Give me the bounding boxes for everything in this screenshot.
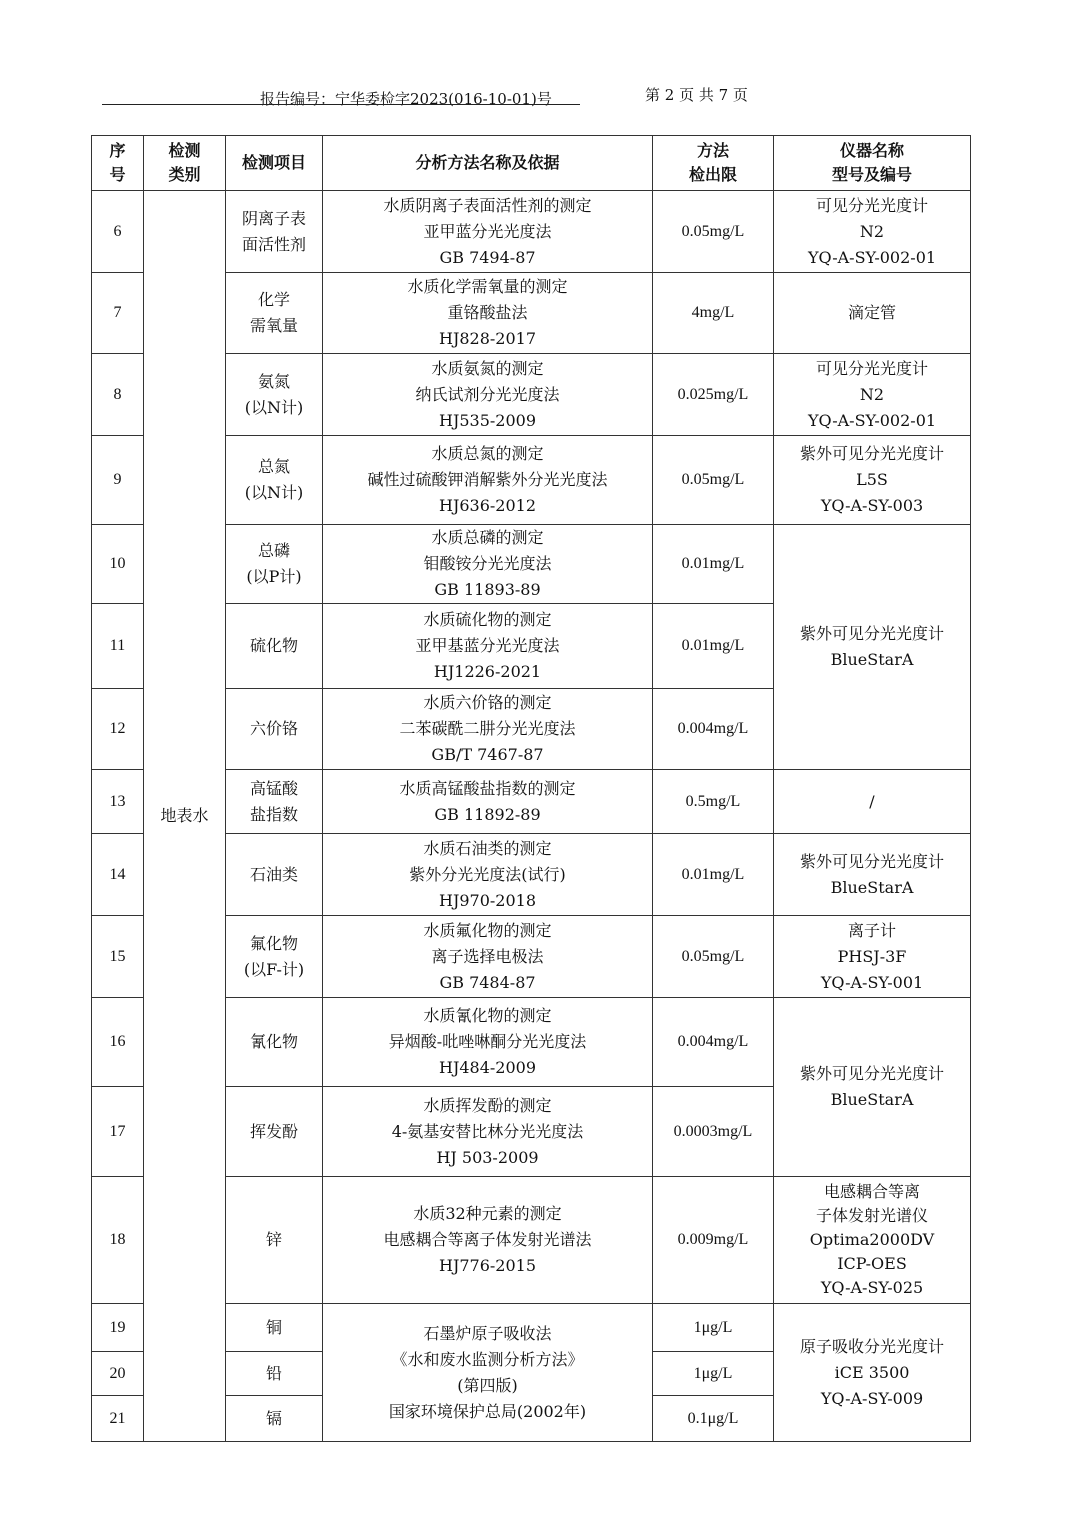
row-method: 水质氨氮的测定 纳氏试剂分光光度法 HJ535-2009 — [323, 354, 653, 436]
row-method: 水质总氮的测定 碱性过硫酸钾消解紫外分光光度法 HJ636-2012 — [323, 436, 653, 525]
row-item: 铜 — [226, 1304, 323, 1352]
group-instrument: 紫外可见分光光度计 BlueStarA — [774, 525, 971, 770]
header-rule — [102, 104, 580, 105]
row-seq: 6 — [92, 191, 144, 273]
row-item: 六价铬 — [226, 689, 323, 770]
row-seq: 11 — [92, 604, 144, 689]
row-item: 总氮 (以N计) — [226, 436, 323, 525]
row-seq: 21 — [92, 1396, 144, 1442]
row-limit: 0.05mg/L — [653, 191, 774, 273]
row-limit: 1μg/L — [653, 1352, 774, 1396]
header-method: 分析方法名称及依据 — [323, 136, 653, 191]
row-seq: 17 — [92, 1087, 144, 1177]
row-limit: 0.004mg/L — [653, 998, 774, 1087]
row-limit: 0.0003mg/L — [653, 1087, 774, 1177]
row-method: 水质高锰酸盐指数的测定 GB 11892-89 — [323, 770, 653, 834]
row-seq: 13 — [92, 770, 144, 834]
row-instrument: 离子计 PHSJ-3F YQ-A-SY-001 — [774, 916, 971, 998]
row-item: 总磷 (以P计) — [226, 525, 323, 604]
row-seq: 19 — [92, 1304, 144, 1352]
row-method: 水质阴离子表面活性剂的测定 亚甲蓝分光光度法 GB 7494-87 — [323, 191, 653, 273]
row-item: 氨氮 (以N计) — [226, 354, 323, 436]
row-method: 水质32种元素的测定 电感耦合等离子体发射光谱法 HJ776-2015 — [323, 1177, 653, 1304]
row-item: 高锰酸 盐指数 — [226, 770, 323, 834]
row-item: 硫化物 — [226, 604, 323, 689]
row-limit: 0.05mg/L — [653, 916, 774, 998]
row-instrument: 电感耦合等离 子体发射光谱仪 Optima2000DV ICP-OES YQ-A-SY-025 — [774, 1177, 971, 1304]
row-limit: 0.1μg/L — [653, 1396, 774, 1442]
row-method: 水质挥发酚的测定 4-氨基安替比林分光光度法 HJ 503-2009 — [323, 1087, 653, 1177]
header-limit: 方法 检出限 — [653, 136, 774, 191]
row-limit: 0.5mg/L — [653, 770, 774, 834]
table-header-row — [92, 136, 971, 191]
row-limit: 0.004mg/L — [653, 689, 774, 770]
row-seq: 14 — [92, 834, 144, 916]
row-seq: 15 — [92, 916, 144, 998]
group-instrument: 紫外可见分光光度计 BlueStarA — [774, 998, 971, 1177]
row-method: 水质化学需氧量的测定 重铬酸盐法 HJ828-2017 — [323, 273, 653, 354]
row-item: 化学 需氧量 — [226, 273, 323, 354]
header-seq: 序 号 — [92, 136, 144, 191]
row-item: 锌 — [226, 1177, 323, 1304]
row-method: 水质六价铬的测定 二苯碳酰二肼分光光度法 GB/T 7467-87 — [323, 689, 653, 770]
row-seq: 8 — [92, 354, 144, 436]
row-limit: 0.025mg/L — [653, 354, 774, 436]
row-limit: 0.01mg/L — [653, 604, 774, 689]
row-item: 镉 — [226, 1396, 323, 1442]
category-cell: 地表水 — [144, 191, 226, 1442]
table-row — [92, 191, 971, 273]
page-header — [0, 84, 1075, 108]
header-item: 检测项目 — [226, 136, 323, 191]
row-item: 氰化物 — [226, 998, 323, 1087]
row-seq: 7 — [92, 273, 144, 354]
row-seq: 18 — [92, 1177, 144, 1304]
row-limit: 0.05mg/L — [653, 436, 774, 525]
row-limit: 0.01mg/L — [653, 834, 774, 916]
test-method-table — [91, 135, 971, 1442]
row-limit: 0.009mg/L — [653, 1177, 774, 1304]
page-number: 第 2 页 共 7 页 — [645, 86, 748, 104]
group-instrument: 原子吸收分光光度计 iCE 3500 YQ-A-SY-009 — [774, 1304, 971, 1442]
row-method: 水质硫化物的测定 亚甲基蓝分光光度法 HJ1226-2021 — [323, 604, 653, 689]
row-method: 水质总磷的测定 钼酸铵分光光度法 GB 11893-89 — [323, 525, 653, 604]
row-instrument: 可见分光光度计 N2 YQ-A-SY-002-01 — [774, 191, 971, 273]
row-instrument: / — [774, 770, 971, 834]
row-instrument: 紫外可见分光光度计 L5S YQ-A-SY-003 — [774, 436, 971, 525]
row-method: 水质氰化物的测定 异烟酸-吡唑啉酮分光光度法 HJ484-2009 — [323, 998, 653, 1087]
row-method: 水质氟化物的测定 离子选择电极法 GB 7484-87 — [323, 916, 653, 998]
row-instrument: 滴定管 — [774, 273, 971, 354]
row-item: 铅 — [226, 1352, 323, 1396]
row-seq: 9 — [92, 436, 144, 525]
row-limit: 4mg/L — [653, 273, 774, 354]
report-number: 报告编号：宁华委检字2023(016-10-01)号 — [260, 90, 552, 108]
header-category: 检测 类别 — [144, 136, 226, 191]
row-instrument: 可见分光光度计 N2 YQ-A-SY-002-01 — [774, 354, 971, 436]
row-method: 水质石油类的测定 紫外分光光度法(试行) HJ970-2018 — [323, 834, 653, 916]
group-method: 石墨炉原子吸收法 《水和废水监测分析方法》 (第四版) 国家环境保护总局(2002年) — [323, 1304, 653, 1442]
row-seq: 10 — [92, 525, 144, 604]
row-seq: 20 — [92, 1352, 144, 1396]
row-seq: 12 — [92, 689, 144, 770]
row-item: 挥发酚 — [226, 1087, 323, 1177]
row-limit: 1μg/L — [653, 1304, 774, 1352]
row-seq: 16 — [92, 998, 144, 1087]
row-limit: 0.01mg/L — [653, 525, 774, 604]
row-item: 阴离子表 面活性剂 — [226, 191, 323, 273]
row-item: 氟化物 (以F-计) — [226, 916, 323, 998]
row-item: 石油类 — [226, 834, 323, 916]
header-instrument: 仪器名称 型号及编号 — [774, 136, 971, 191]
row-instrument: 紫外可见分光光度计 BlueStarA — [774, 834, 971, 916]
